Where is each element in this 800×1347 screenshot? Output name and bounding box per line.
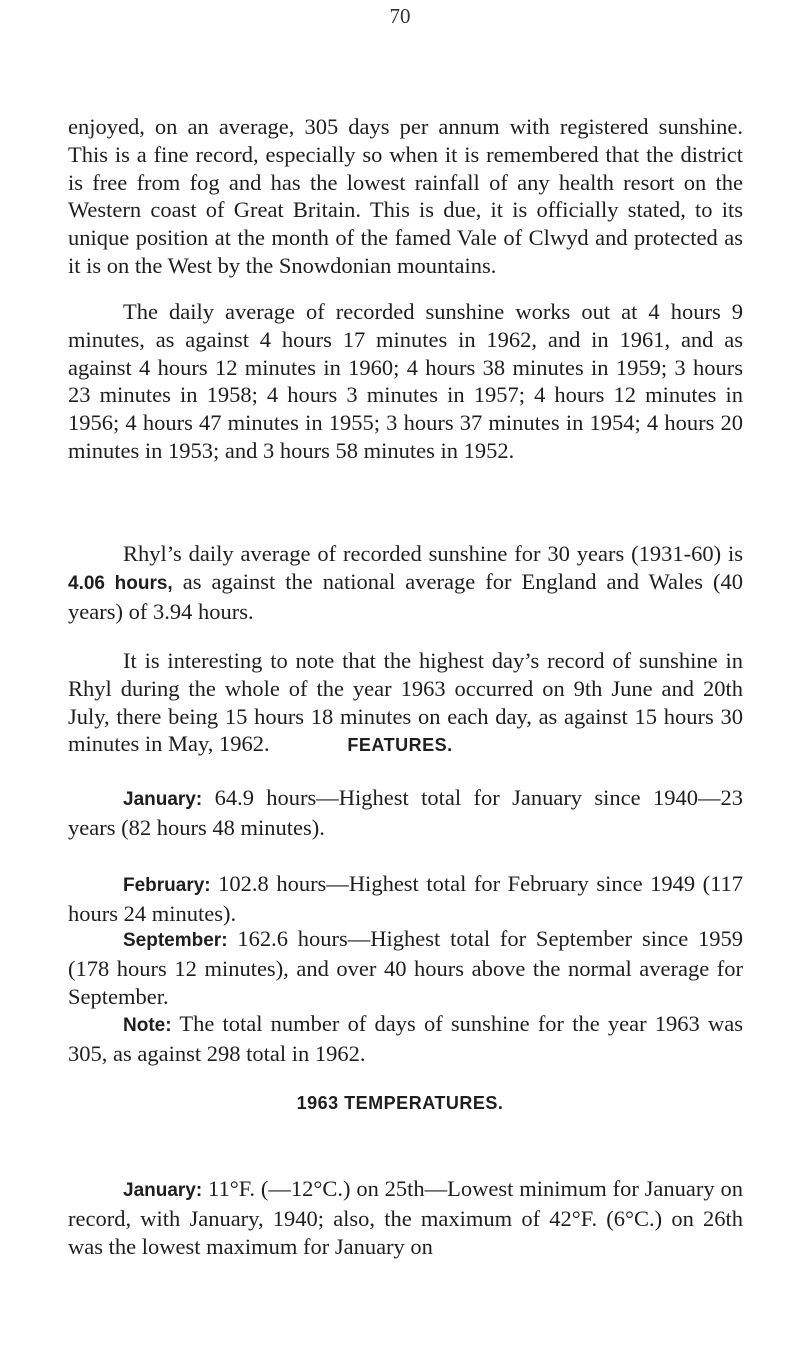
paragraph-sunshine-record: enjoyed, on an average, 305 days per annum with registered sunshine. This is a fine record, especially so when it is remembered that the district is free from fog and has the lowest rainfall of any health resort on the Western coast of Great Britain. This is due, it is officially stated, to its unique position at the month of the famed Vale of Clwyd and protected as it is on the West by the Snowdonian mountains. (68, 114, 743, 278)
thirty-year-text-after: as against the national average for England and Wales (40 years) of 3.94 hours. (68, 568, 743, 624)
features-heading: FEATURES. (347, 735, 453, 755)
feature-february (68, 870, 743, 928)
feature-note-label: Note: (123, 1015, 172, 1036)
feature-january-text: 64.9 hours—Highest total for January since 1940—23 years (82 hours 48 minutes). (68, 785, 744, 840)
paragraph-daily-average: The daily average of recorded sunshine works out at 4 hours 9 minutes, as against 4 hours 17 minutes in 1962, and in 1961, and as against 4 hours 12 minutes in 1960; 4 hours 38 minutes in 1959; 3 hours 23 minutes in 1958; 4 hours 3 minutes in 1957; 4 hours 12 minutes in 1956; 4 hours 47 minutes in 1955; 3 hours 37 minutes in 1954; 4 hours 20 minutes in 1953; and 3 hours 58 minutes in 1952. (68, 299, 743, 463)
feature-note-text: The total number of days of sunshine for the year 1963 was 305, as against 298 total in 1962. (68, 1011, 743, 1066)
feature-february-text: 102.8 hours—Highest total for February since 1949 (117 hours 24 minutes). (68, 871, 743, 926)
thirty-year-hours-value: 4.06 hours, (68, 572, 173, 594)
temperature-january-label: January: (123, 1180, 203, 1201)
feature-september-text: 162.6 hours—Highest total for September since 1959 (178 hours 12 minutes), and over 40 hours above the normal average for September. (68, 926, 743, 1009)
feature-note (68, 1010, 743, 1068)
thirty-year-text-before: Rhyl’s daily average of recorded sunshine for 30 years (1931-60) is (123, 541, 743, 566)
feature-september-label: September: (123, 930, 228, 951)
feature-september (68, 925, 743, 1010)
temperature-january-text: 11°F. (—12°C.) on 25th—Lowest minimum for January on record, with January, 1940; also, the maximum of 42°F. (6°C.) on 26th was the lowest maximum for January on (68, 1176, 743, 1259)
page-number: 70 (389, 4, 411, 28)
paragraph-highest-day: It is interesting to note that the highest day’s record of sunshine in Rhyl during the whole of the year 1963 occurred on 9th June and 20th July, there being 15 hours 18 minutes on each day, as against 15 hours 30 minutes in May, 1962. (68, 648, 743, 757)
paragraph-thirty-year-average (68, 540, 743, 625)
feature-january-label: January: (123, 789, 203, 810)
temperature-january (68, 1175, 743, 1260)
feature-january (68, 784, 743, 842)
feature-february-label: February: (123, 875, 211, 896)
temperatures-heading: 1963 TEMPERATURES. (296, 1093, 504, 1113)
